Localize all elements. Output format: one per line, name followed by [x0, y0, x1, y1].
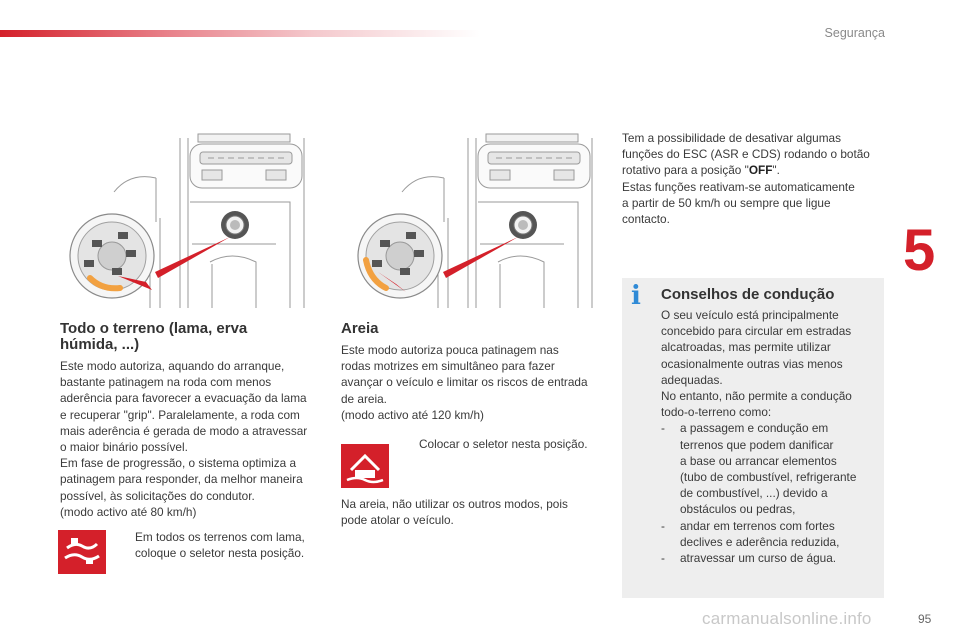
watermark: carmanualsonline.info — [702, 609, 872, 628]
mud-mode-instruction: Em todos os terrenos com lama, coloque o seletor nesta posição. — [135, 530, 305, 561]
mud-mode-description: Este modo autoriza, aquando do arranque, bastante patinagem na roda com menos aderência para favorecer a evacuação da lama e recuperar "grip". Paralelamente, a roda com mais aderência é gerada de modo a atravessar o maior binário possível. Em fase de progressão, o sistema optimiza a patinagem para responder, da melhor maneira possível, às solicitações do condutor. (modo activo até 80 km/h) — [60, 359, 308, 519]
mud-mode-icon — [58, 530, 106, 574]
driving-tips-title: Conselhos de condução — [661, 286, 835, 303]
dashboard-illustration-sand — [348, 132, 598, 308]
page-number: 95 — [918, 612, 932, 626]
esc-deactivation-text: Tem a possibilidade de desativar algumas funções do ESC (ASR e CDS) rodando o botão rotativo para a posição "OFF". Estas funções reativam-se automaticamente a partir de 50 km/h ou sempre que ligue contacto. — [622, 131, 870, 227]
list-item: - andar em terrenos com fortes declives e aderência reduzida, — [661, 518, 840, 549]
list-item: - a passagem e condução em terrenos que podem danificar a base ou arrancar elementos (tubo de combustível, refrigerante de combustível, ...) devido a obstáculos ou pedras, — [661, 421, 857, 517]
sand-mode-note: Na areia, não utilizar os outros modos, pois pode atolar o veículo. — [341, 497, 568, 528]
chapter-number: 5 — [903, 218, 936, 283]
sand-mode-description: Este modo autoriza pouca patinagem nas rodas motrizes em simultâneo para fazer avançar o veículo e limitar os riscos de entrada de areia. (modo activo até 120 km/h) — [341, 343, 588, 422]
section-title: Segurança — [824, 26, 885, 40]
dashboard-illustration-mud — [60, 132, 310, 308]
mud-mode-title: Todo o terreno (lama, erva húmida, ...) — [60, 320, 248, 353]
info-icon: i — [631, 281, 641, 311]
sand-mode-instruction: Colocar o seletor nesta posição. — [419, 437, 588, 451]
driving-tips-text: O seu veículo está principalmente concebido para circular em estradas alcatroadas, mas permite utilizar ocasionalmente outras vias menos adequadas. No entanto, não permite a condução todo-o-terreno como: - a passagem e condução em terrenos que podem danificar a base ou arrancar elementos (tubo de combustível, refrigerante de combustível, ...) devido a obstáculos ou pedras, - andar em terrenos com fortes declives e aderência reduzida, - atravessar um curso de água. — [661, 307, 883, 566]
list-item: - atravessar um curso de água. — [661, 551, 837, 566]
header-accent-bar — [0, 30, 480, 37]
sand-mode-icon — [341, 444, 389, 488]
sand-mode-title: Areia — [341, 320, 379, 337]
